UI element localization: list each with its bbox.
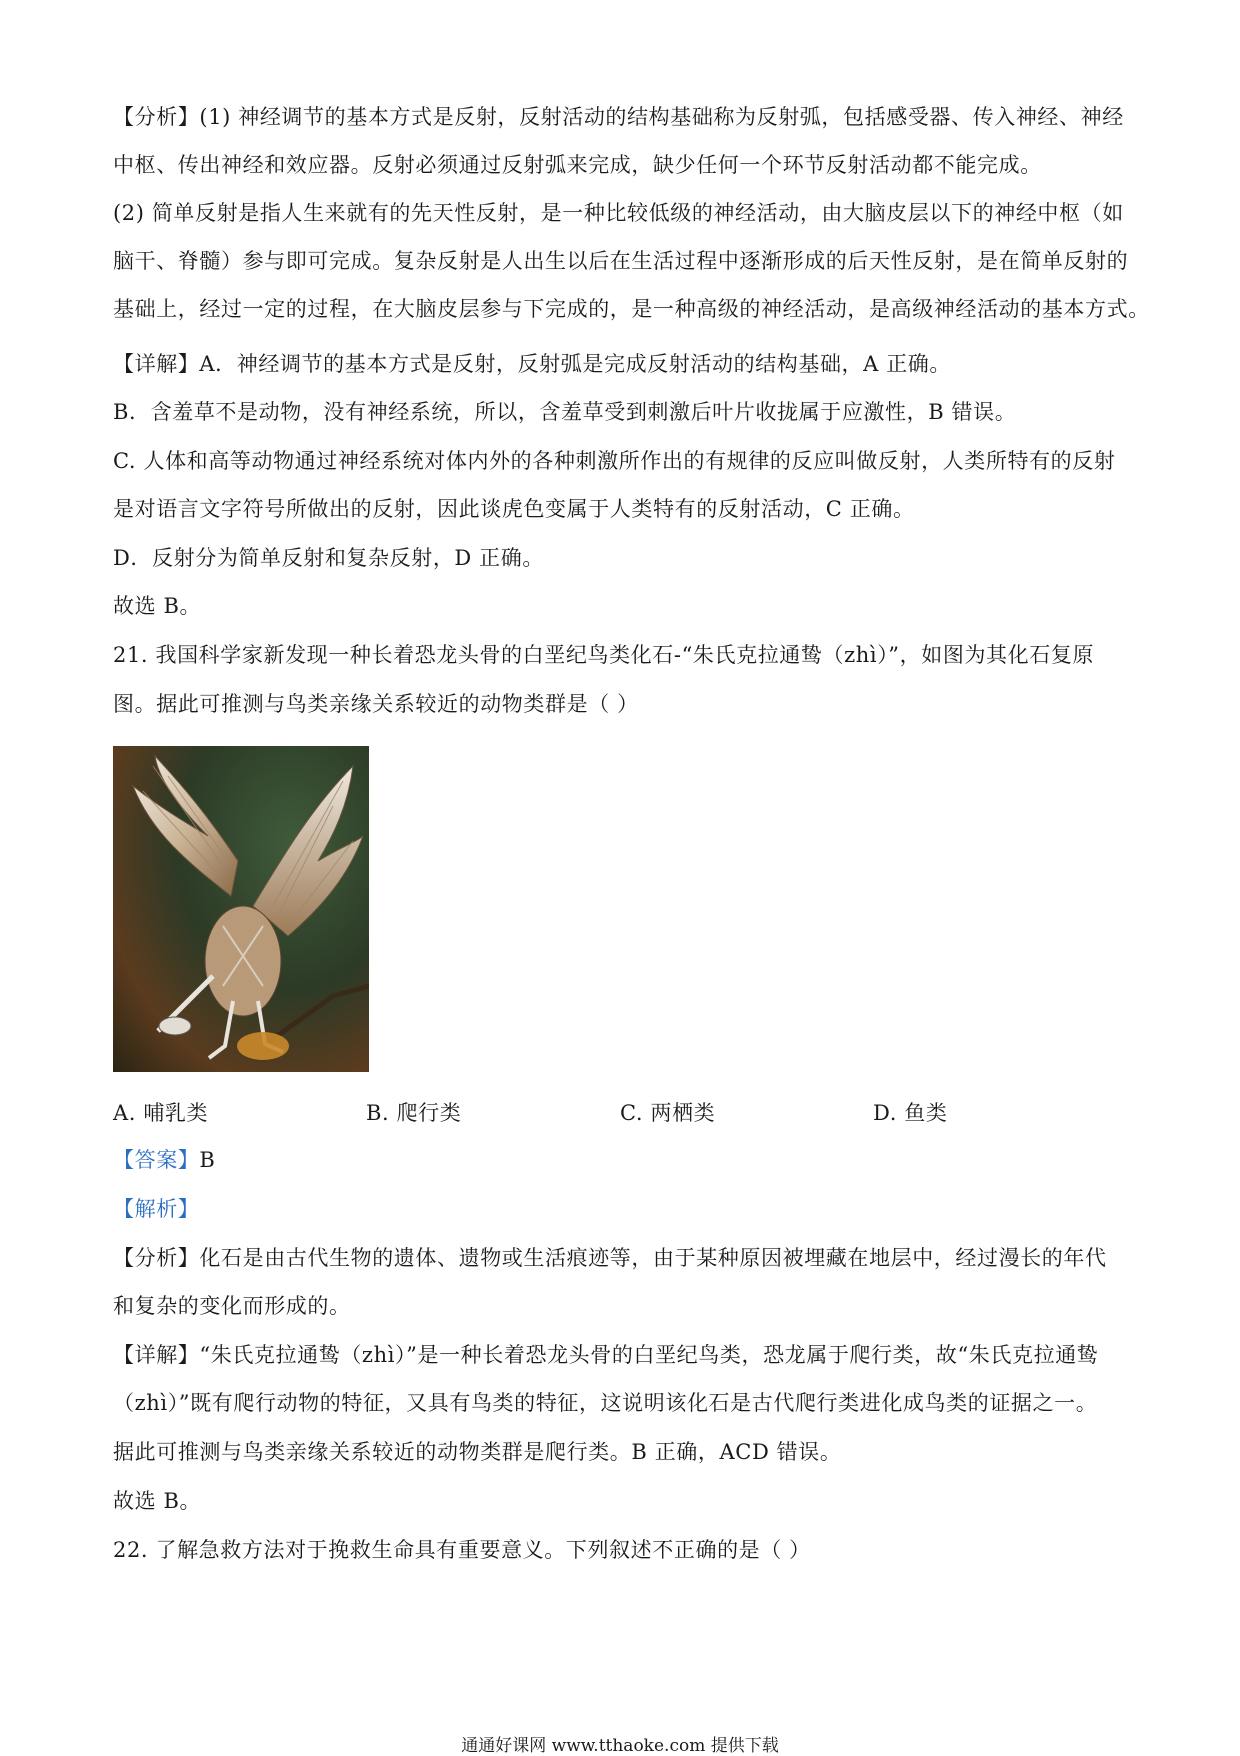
option-b[interactable]: B. 爬行类 (366, 1101, 462, 1125)
detail-line: 据此可推测与鸟类亲缘关系较近的动物类群是爬行类。B 正确，ACD 错误。 (113, 1440, 842, 1464)
analysis-line: 和复杂的变化而形成的。 (113, 1294, 351, 1318)
explain-label: 【解析】 (113, 1197, 200, 1221)
analysis-line: 基础上，经过一定的过程，在大脑皮层参与下完成的，是一种高级的神经活动，是高级神经活动的基本方式。 (113, 297, 1150, 321)
answer-value: B (199, 1148, 216, 1172)
answer-label: 【答案】 (113, 1148, 200, 1172)
question-stem: 图。据此可推测与鸟类亲缘关系较近的动物类群是（ ） (113, 692, 639, 716)
option-a[interactable]: A. 哺乳类 (113, 1101, 209, 1125)
analysis-line: 【分析】(1) 神经调节的基本方式是反射，反射活动的结构基础称为反射弧，包括感受器、传入神经、神经 (113, 105, 1124, 129)
detail-line: 【详解】A．神经调节的基本方式是反射，反射弧是完成反射活动的结构基础，A 正确。 (113, 352, 952, 376)
analysis-line: 【分析】化石是由古代生物的遗体、遗物或生活痕迹等，由于某种原因被埋藏在地层中，经过漫长的年代 (113, 1246, 1107, 1270)
detail-line: C. 人体和高等动物通过神经系统对体内外的各种刺激所作出的有规律的反应叫做反射，人类所特有的反射 (113, 449, 1116, 473)
option-c[interactable]: C. 两栖类 (620, 1101, 716, 1125)
detail-line: 是对语言文字符号所做出的反射，因此谈虎色变属于人类特有的反射活动，C 正确。 (113, 497, 915, 521)
detail-line: （zhì）”既有爬行动物的特征，又具有鸟类的特征，这说明该化石是古代爬行类进化成鸟类的证据之一。 (113, 1391, 1098, 1415)
answer-options (113, 1097, 1133, 1125)
choice-line: 故选 B。 (113, 594, 202, 618)
option-d[interactable]: D. 鱼类 (873, 1101, 948, 1125)
answer-line (113, 1146, 1133, 1174)
analysis-line: (2) 简单反射是指人生来就有的先天性反射，是一种比较低级的神经活动，由大脑皮层以下的神经中枢（如 (113, 201, 1124, 225)
detail-line: B．含羞草不是动物，没有神经系统，所以，含羞草受到刺激后叶片收拢属于应激性，B 错误。 (113, 400, 1017, 424)
detail-line: 【详解】“朱氏克拉通鸷（zhì）”是一种长着恐龙头骨的白垩纪鸟类，恐龙属于爬行类，故“朱氏克拉通鸷 (113, 1343, 1099, 1367)
choice-line: 故选 B。 (113, 1489, 202, 1513)
fossil-reconstruction-image (113, 746, 369, 1072)
detail-line: D．反射分为简单反射和复杂反射，D 正确。 (113, 546, 544, 570)
analysis-line: 脑干、脊髓）参与即可完成。复杂反射是人出生以后在生活过程中逐渐形成的后天性反射，是在简单反射的 (113, 249, 1129, 273)
bird-illustration (113, 746, 369, 1072)
footer-text: 通通好课网 www.tthaoke.com 提供下载 (461, 1736, 779, 1756)
analysis-line: 中枢、传出神经和效应器。反射必须通过反射弧来完成，缺少任何一个环节反射活动都不能完成。 (113, 153, 1042, 177)
question-stem: 22. 了解急救方法对于挽救生命具有重要意义。下列叙述不正确的是（ ） (113, 1538, 811, 1562)
question-stem: 21. 我国科学家新发现一种长着恐龙头骨的白垩纪鸟类化石-“朱氏克拉通鸷（zhì）”，如图为其化石复原 (113, 643, 1095, 667)
